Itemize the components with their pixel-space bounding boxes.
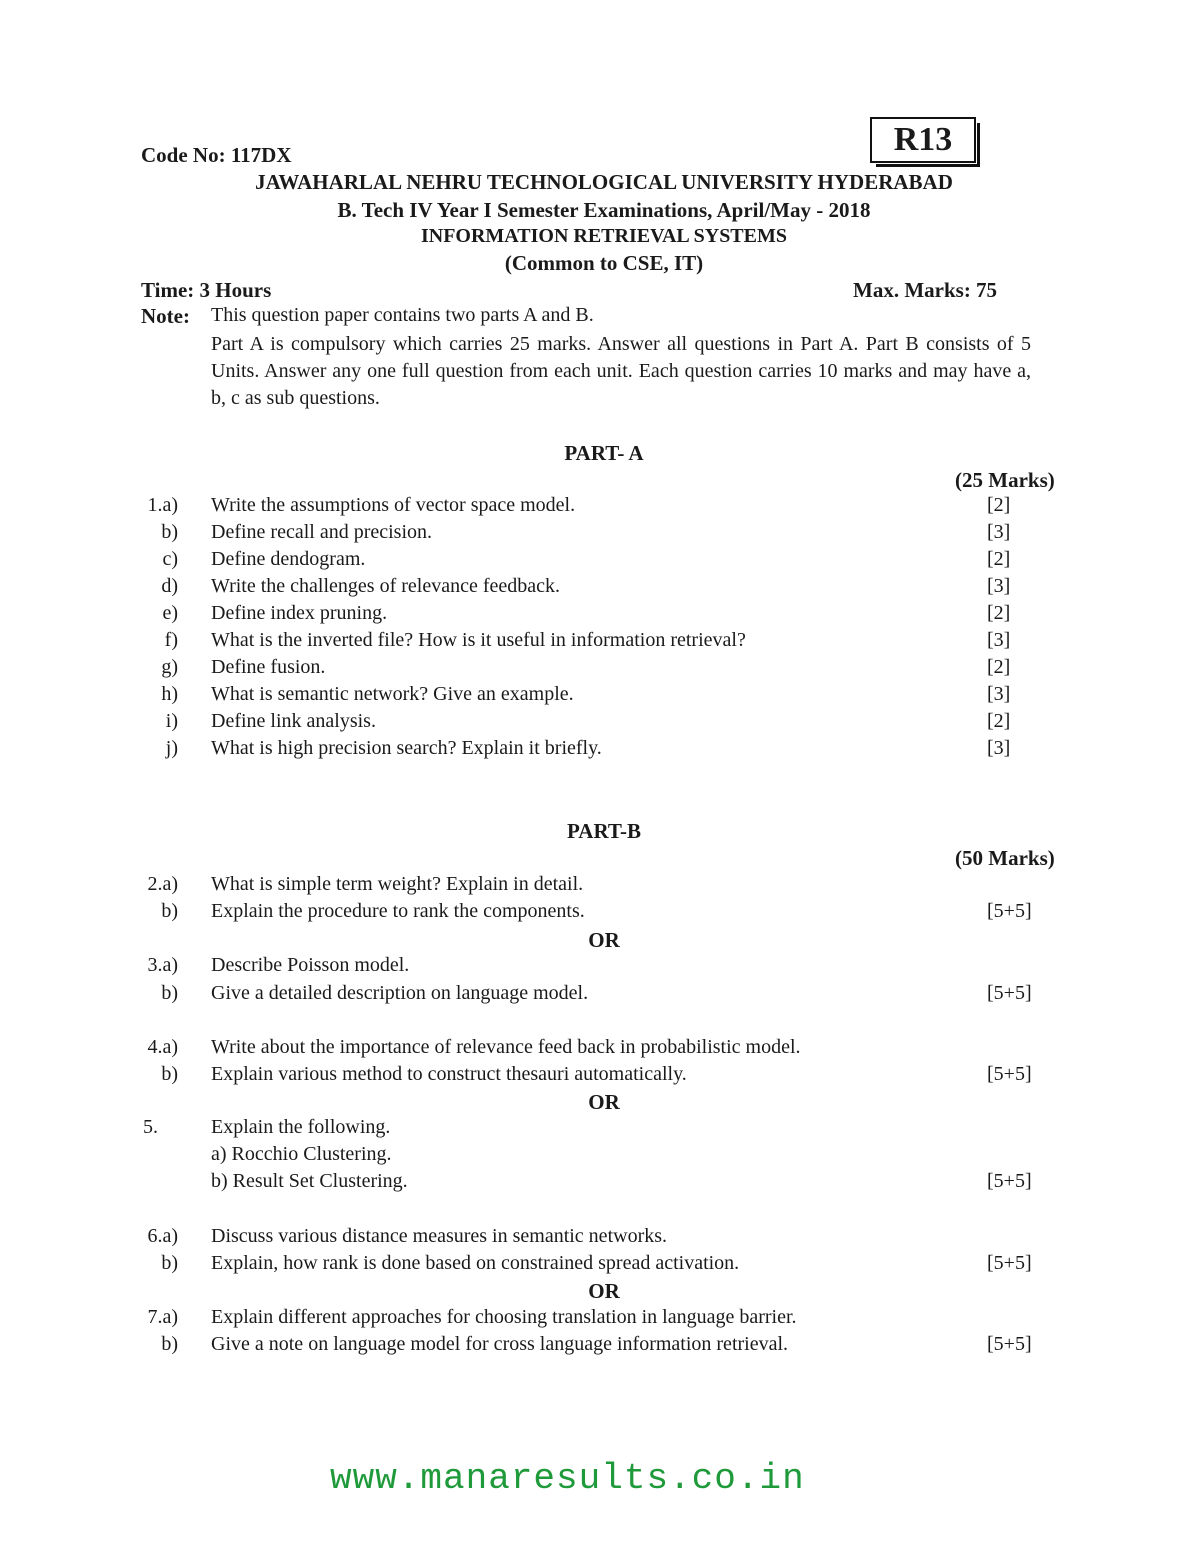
question-number: 5.	[143, 1116, 158, 1138]
question-text: Give a detailed description on language model.	[211, 982, 589, 1004]
website-watermark[interactable]: www.manaresults.co.in	[330, 1458, 805, 1499]
question-marks: [5+5]	[987, 1333, 1032, 1355]
question-text: b) Result Set Clustering.	[211, 1170, 408, 1192]
question-number: b)	[161, 1252, 178, 1274]
question-text: Define link analysis.	[211, 710, 376, 732]
question-text: Explain different approaches for choosing translation in language barrier.	[211, 1306, 797, 1328]
question-marks: [2]	[987, 710, 1011, 732]
question-number: b)	[161, 1063, 178, 1085]
max-marks: Max. Marks: 75	[853, 278, 998, 302]
part-b-marks: (50 Marks)	[955, 846, 1055, 870]
question-number: g)	[161, 656, 178, 678]
question-marks: [3]	[987, 521, 1011, 543]
question-number: b)	[161, 521, 178, 543]
question-marks: [3]	[987, 737, 1011, 759]
question-number: h)	[161, 683, 178, 705]
question-text: Describe Poisson model.	[211, 954, 410, 976]
question-number: b)	[161, 1333, 178, 1355]
question-number: c)	[162, 548, 178, 570]
question-marks: [3]	[987, 683, 1011, 705]
exam-title: B. Tech IV Year I Semester Examinations, April/May - 2018	[337, 198, 871, 222]
university-name: JAWAHARLAL NEHRU TECHNOLOGICAL UNIVERSITY HYDERABAD	[255, 170, 953, 194]
part-b-title: PART-B	[567, 819, 641, 843]
question-text: Write the assumptions of vector space model.	[211, 494, 576, 516]
question-text: Give a note on language model for cross language information retrieval.	[211, 1333, 789, 1355]
question-marks: [2]	[987, 494, 1011, 516]
question-number: 2.a)	[147, 873, 178, 895]
question-marks: [5+5]	[987, 1252, 1032, 1274]
part-a-title: PART- A	[564, 441, 644, 465]
question-text: What is simple term weight? Explain in detail.	[211, 873, 584, 895]
common-branches: (Common to CSE, IT)	[504, 251, 704, 275]
or-separator: OR	[588, 1279, 620, 1303]
regulation-badge: R13	[870, 117, 976, 163]
or-separator: OR	[588, 928, 620, 952]
question-number: e)	[162, 602, 178, 624]
code-number: Code No: 117DX	[141, 143, 292, 167]
question-text: Explain the procedure to rank the components.	[211, 900, 585, 922]
time-duration: Time: 3 Hours	[141, 278, 272, 302]
question-marks: [5+5]	[987, 982, 1032, 1004]
question-number: b)	[161, 900, 178, 922]
question-number: 3.a)	[147, 954, 178, 976]
part-a-marks: (25 Marks)	[955, 468, 1055, 492]
question-text: Define fusion.	[211, 656, 326, 678]
question-number: 7.a)	[147, 1306, 178, 1328]
question-marks: [5+5]	[987, 1170, 1032, 1192]
question-text: Explain various method to construct thesauri automatically.	[211, 1063, 687, 1085]
question-text: Define dendogram.	[211, 548, 366, 570]
question-number: d)	[161, 575, 178, 597]
question-text: What is the inverted file? How is it useful in information retrieval?	[211, 629, 746, 651]
question-marks: [5+5]	[987, 900, 1032, 922]
question-text: a) Rocchio Clustering.	[211, 1143, 392, 1165]
question-marks: [3]	[987, 629, 1011, 651]
question-text: Discuss various distance measures in semantic networks.	[211, 1225, 668, 1247]
question-number: 1.a)	[147, 494, 178, 516]
or-separator: OR	[588, 1090, 620, 1114]
question-marks: [3]	[987, 575, 1011, 597]
note-line: This question paper contains two parts A and B.	[211, 304, 594, 326]
question-text: Write about the importance of relevance feed back in probabilistic model.	[211, 1036, 801, 1058]
question-number: b)	[161, 982, 178, 1004]
question-marks: [2]	[987, 656, 1011, 678]
question-number: 6.a)	[147, 1225, 178, 1247]
question-number: f)	[164, 629, 178, 651]
question-marks: [5+5]	[987, 1063, 1032, 1085]
question-number: j)	[165, 737, 178, 759]
question-number: i)	[165, 710, 178, 732]
question-text: Define index pruning.	[211, 602, 388, 624]
question-number: 4.a)	[147, 1036, 178, 1058]
question-text: Explain, how rank is done based on constrained spread activation.	[211, 1252, 740, 1274]
question-marks: [2]	[987, 602, 1011, 624]
note-label: Note:	[141, 304, 190, 328]
question-text: Define recall and precision.	[211, 521, 433, 543]
question-text: Explain the following.	[211, 1116, 391, 1138]
question-text: What is semantic network? Give an example.	[211, 683, 574, 705]
question-marks: [2]	[987, 548, 1011, 570]
question-text: Write the challenges of relevance feedback.	[211, 575, 560, 597]
note-paragraph: Part A is compulsory which carries 25 marks. Answer all questions in Part A. Part B consists of 5 Units. Answer any one full question from each unit. Each question carries 10 marks and may have a, b, c as sub questions.	[211, 333, 1031, 409]
subject-title: INFORMATION RETRIEVAL SYSTEMS	[420, 225, 787, 247]
question-text: What is high precision search? Explain it briefly.	[211, 737, 602, 759]
